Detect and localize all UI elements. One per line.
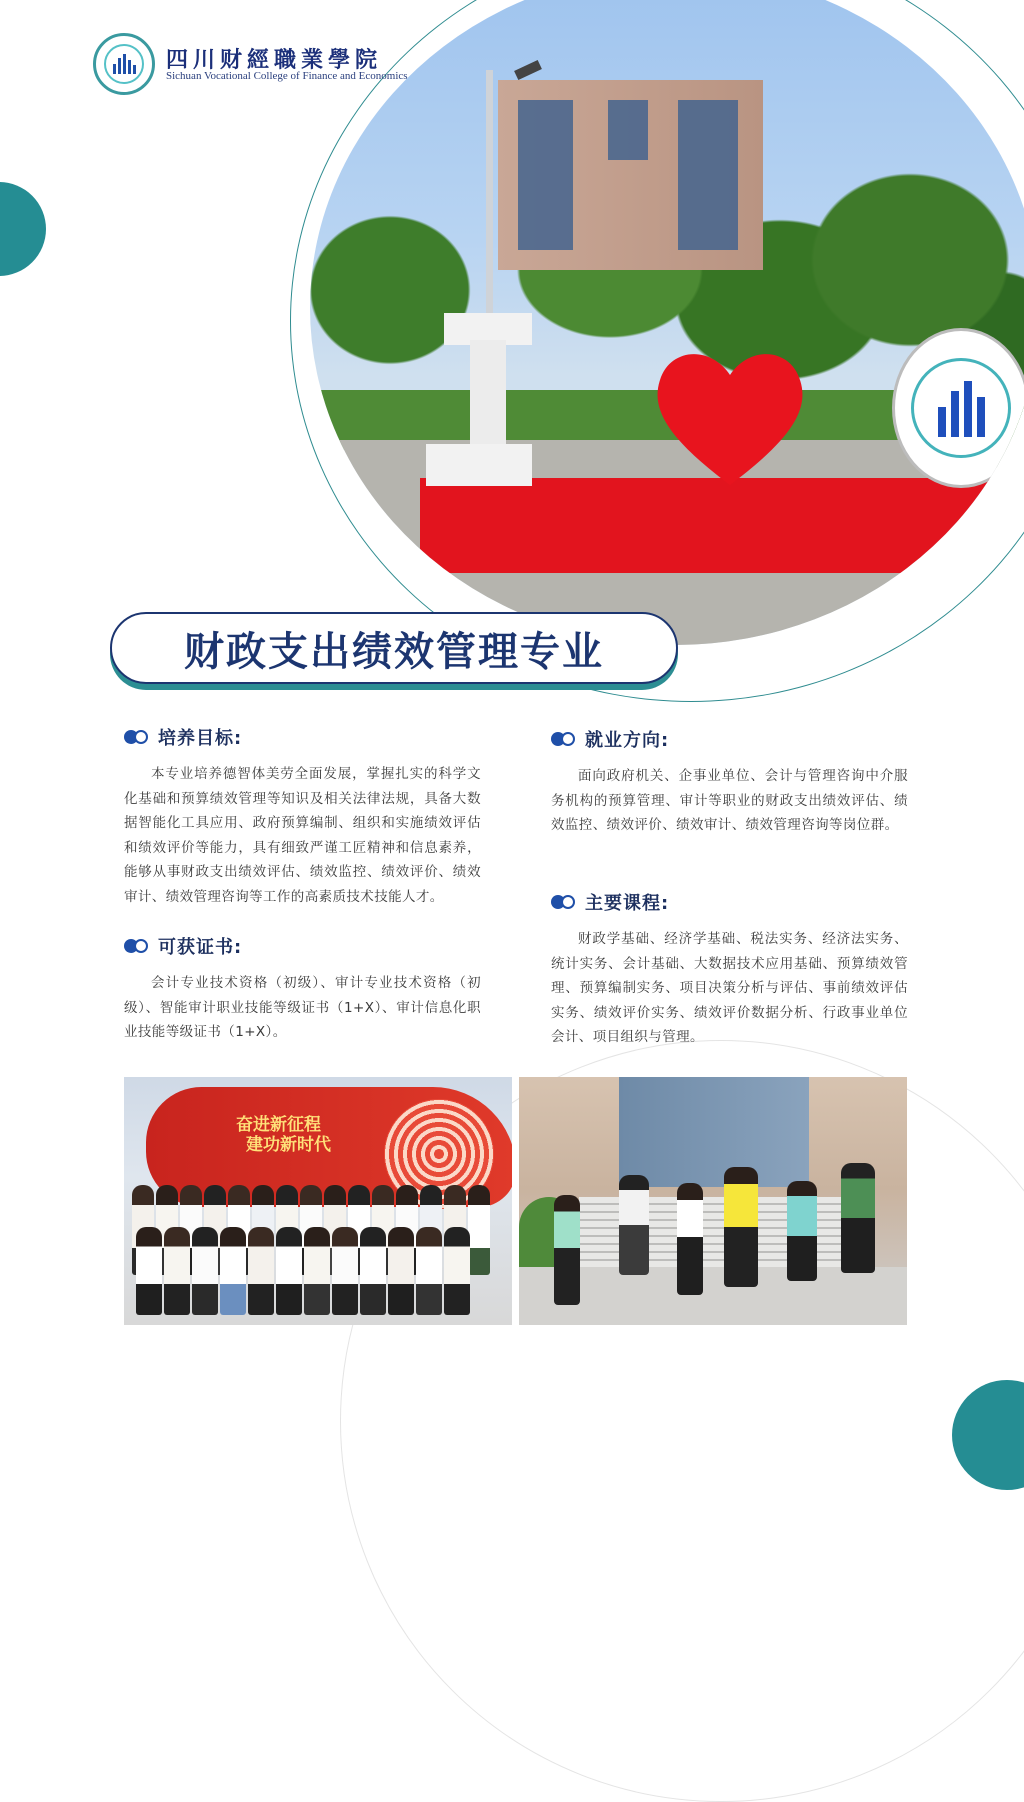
student-5 — [787, 1181, 817, 1281]
heart-sculpture-icon — [650, 340, 810, 490]
college-name-en: Sichuan Vocational College of Finance and Economics — [166, 70, 408, 82]
section-goal — [124, 724, 481, 909]
red-sign-base — [420, 478, 1024, 573]
college-logo — [93, 33, 155, 95]
bullet-dots-icon — [551, 732, 577, 746]
section-courses-header — [551, 889, 908, 915]
teal-half-circle-left — [0, 182, 46, 276]
section-goal-header — [124, 724, 481, 750]
student-4 — [724, 1167, 758, 1287]
slogan-text — [236, 1115, 331, 1155]
slogan-line-1: 奋进新征程 — [236, 1115, 321, 1135]
section-career — [551, 726, 908, 838]
bullet-dots-icon — [551, 895, 577, 909]
bullet-dots-icon — [124, 939, 150, 953]
section-goal-title: 培养目标: — [158, 728, 243, 749]
section-career-title: 就业方向: — [585, 730, 670, 751]
student-6 — [841, 1163, 875, 1273]
letter-i-sculpture-base — [426, 444, 532, 486]
slogan-line-2: 建功新时代 — [246, 1135, 331, 1155]
section-courses — [551, 889, 908, 1050]
student-3 — [677, 1183, 703, 1295]
college-seal-sculpture — [892, 328, 1024, 488]
section-courses-title: 主要课程: — [585, 893, 670, 914]
section-goal-text: 本专业培养德智体美劳全面发展，掌握扎实的科学文化基础和预算绩效管理等知识及相关法律法规，具备大数据智能化工具应用、政府预算编制、组织和实施绩效评估和绩效评价等能力，具有细致严谨工匠精神和信息素养，能够从事财政支出绩效评估、绩效监控、绩效评价、绩效审计、绩效管理咨询等工作的高素质技术技能人才。 — [124, 766, 481, 905]
section-certificates-title: 可获证书: — [158, 937, 243, 958]
front-row-people — [136, 1227, 470, 1315]
section-certificates — [124, 933, 481, 1045]
student-2 — [619, 1175, 649, 1275]
section-career-text: 面向政府机关、企事业单位、会计与管理咨询中介服务机构的预算管理、审计等职业的财政支出绩效评估、绩效监控、绩效评价、绩效审计、绩效管理咨询等岗位群。 — [551, 768, 908, 833]
hall-glass-facade — [619, 1077, 809, 1187]
section-courses-text: 财政学基础、经济学基础、税法实务、经济法实务、统计实务、会计基础、大数据技术应用基础、预算绩效管理、预算编制实务、项目决策分析与评估、事前绩效评估实务、绩效评价实务、绩效评价数据分析、行政事业单位会计、项目组织与管理。 — [551, 931, 908, 1045]
group-photo — [124, 1077, 512, 1325]
hero-campus-photo — [310, 0, 1024, 645]
letter-i-sculpture-stem — [470, 340, 506, 450]
campus-building — [498, 80, 763, 270]
page-title: 财政支出绩效管理专业 — [184, 628, 604, 675]
student-1 — [554, 1195, 580, 1305]
section-certificates-text: 会计专业技术资格（初级）、审计专业技术资格（初级）、智能审计职业技能等级证书（1+X）、审计信息化职业技能等级证书（1+X）。 — [124, 975, 481, 1040]
street-lamp-head — [514, 60, 542, 80]
title-banner — [110, 612, 678, 684]
jumping-students-photo — [519, 1077, 907, 1325]
section-career-header — [551, 726, 908, 752]
section-certificates-header — [124, 933, 481, 959]
college-name-cn: 四川财經職業學院 — [166, 47, 383, 73]
bullet-dots-icon — [124, 730, 150, 744]
